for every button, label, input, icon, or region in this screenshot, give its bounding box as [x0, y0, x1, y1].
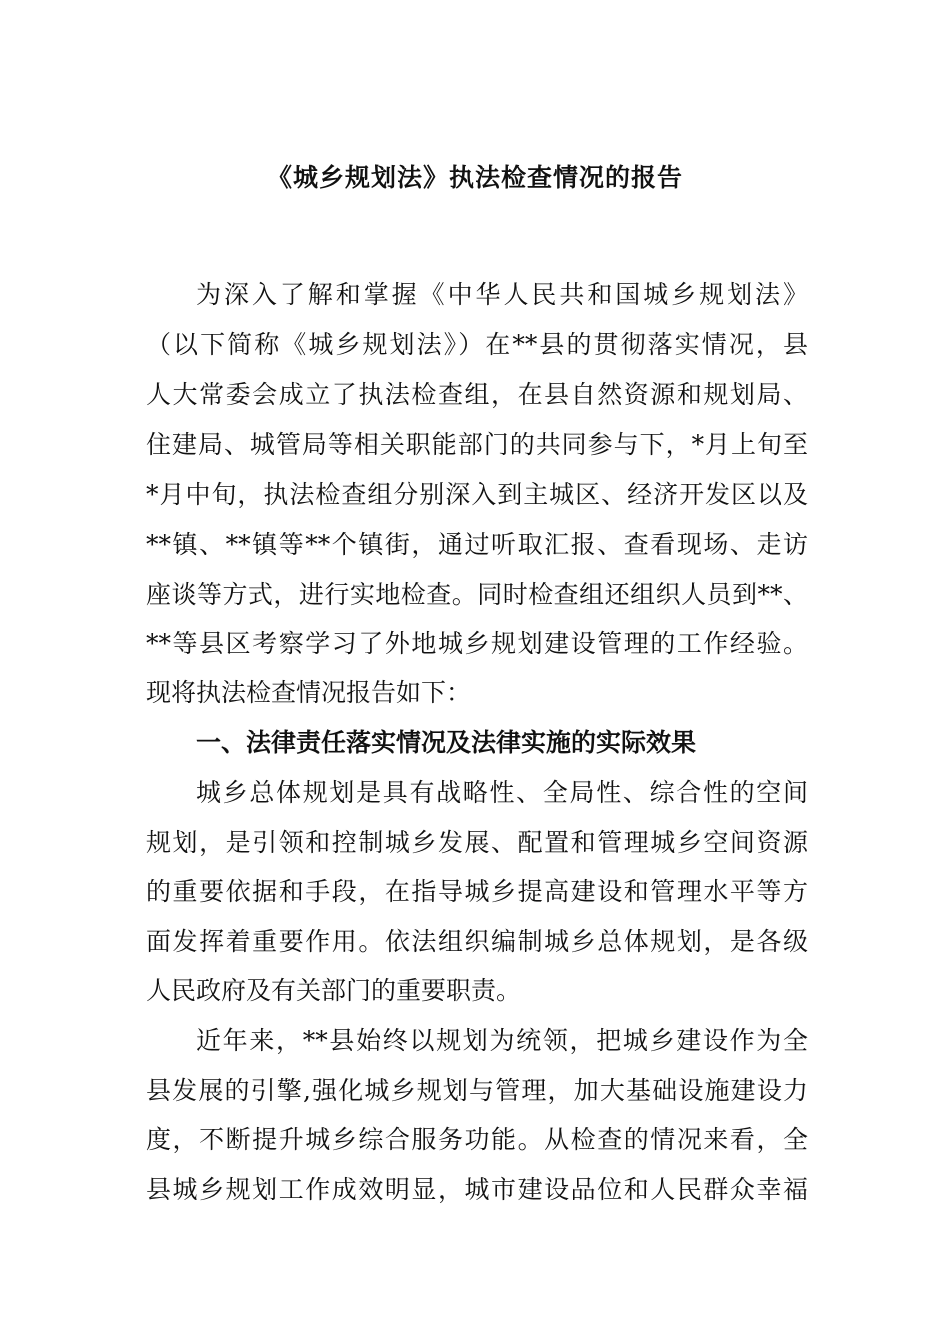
paragraph-line: 城乡总体规划是具有战略性、全局性、综合性的空间 [196, 778, 808, 807]
paragraph-line: 规划，是引领和控制城乡发展、配置和管理城乡空间资源 [146, 828, 808, 857]
paragraph-line: 座谈等方式，进行实地检查。同时检查组还组织人员到**、 [146, 580, 808, 609]
section-heading: 一、法律责任落实情况及法律实施的实际效果 [196, 728, 697, 757]
document-title: 《城乡规划法》执法检查情况的报告 [266, 163, 683, 192]
paragraph-line: *月中旬，执法检查组分别深入到主城区、经济开发区以及 [146, 480, 808, 509]
paragraph-line: 面发挥着重要作用。依法组织编制城乡总体规划，是各级 [146, 927, 808, 956]
paragraph-line: （以下简称《城乡规划法》）在**县的贯彻落实情况，县 [146, 330, 808, 359]
paragraph-line: 住建局、城管局等相关职能部门的共同参与下，*月上旬至 [146, 430, 808, 459]
paragraph-line: 近年来，**县始终以规划为统领，把城乡建设作为全 [196, 1026, 808, 1055]
paragraph-line: **等县区考察学习了外地城乡规划建设管理的工作经验。 [146, 629, 808, 658]
paragraph-line: 人大常委会成立了执法检查组，在县自然资源和规划局、 [146, 380, 808, 409]
paragraph-line: 度，不断提升城乡综合服务功能。从检查的情况来看，全 [146, 1125, 808, 1154]
paragraph-line: 人民政府及有关部门的重要职责。 [146, 976, 522, 1005]
paragraph-line: 县发展的引擎,强化城乡规划与管理，加大基础设施建设力 [146, 1076, 808, 1105]
paragraph-line: 县城乡规划工作成效明显，城市建设品位和人民群众幸福 [146, 1175, 808, 1204]
paragraph-line: 的重要依据和手段，在指导城乡提高建设和管理水平等方 [146, 877, 808, 906]
paragraph-line: **镇、**镇等**个镇街，通过听取汇报、查看现场、走访 [146, 530, 808, 559]
paragraph-line: 为深入了解和掌握《中华人民共和国城乡规划法》 [196, 280, 808, 309]
paragraph-line: 现将执法检查情况报告如下： [146, 678, 472, 707]
